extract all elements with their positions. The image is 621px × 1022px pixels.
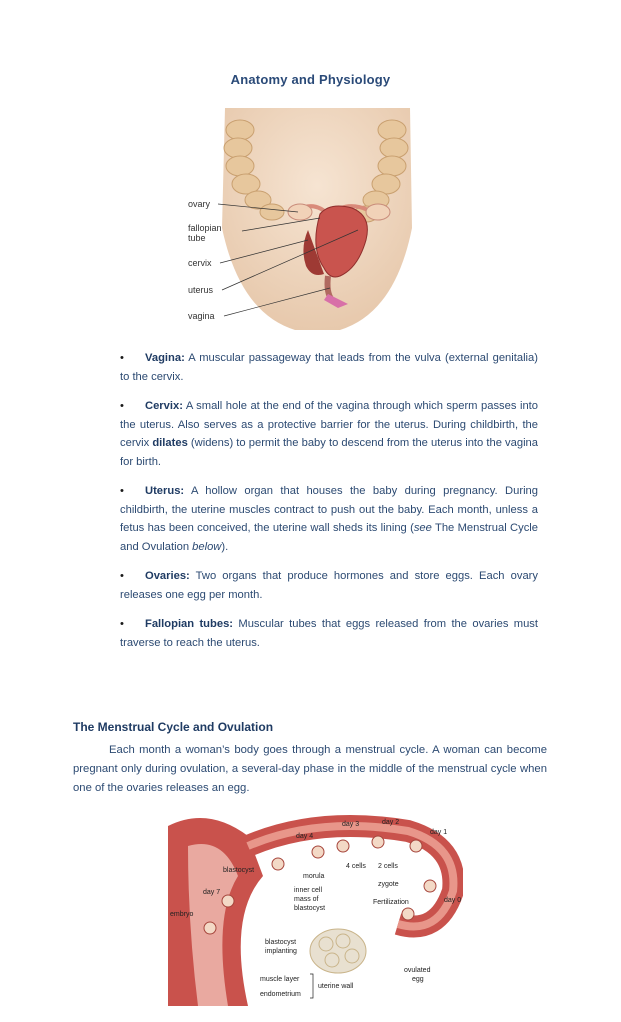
label-ovulated-2: egg — [412, 976, 424, 983]
label-4cells: 4 cells — [346, 863, 366, 870]
label-ovulated-1: ovulated — [404, 967, 431, 974]
label-cervix: cervix — [188, 258, 212, 268]
fertilization-figure — [168, 806, 463, 1006]
label-inner-2: mass of — [294, 896, 319, 903]
ovary-left-shape — [288, 204, 312, 220]
label-day7: day 7 — [203, 889, 221, 896]
label-day2: day 2 — [382, 819, 400, 826]
bullet-ovaries: • Ovaries: Two organs that produce hormones and store eggs. Each ovary releases one egg per month. — [120, 570, 538, 601]
label-inner-3: blastocyst — [294, 905, 326, 912]
organ-bullet-list — [120, 349, 538, 663]
label-day4: day 4 — [296, 833, 314, 840]
label-embryo: embryo — [170, 911, 194, 918]
anatomy-figure — [180, 108, 455, 330]
bullet-vagina: • Vagina: A muscular passageway that leads from the vulva (external genitalia) to the cervix. — [120, 352, 538, 383]
label-day3: day 3 — [342, 821, 360, 828]
label-fallopian: fallopian — [188, 223, 222, 233]
label-endometrium: endometrium — [260, 991, 301, 998]
label-ovary: ovary — [188, 199, 211, 209]
label-zygote: zygote — [378, 881, 399, 888]
label-inner-1: inner cell — [294, 887, 323, 894]
label-vagina: vagina — [188, 311, 215, 321]
section-title: The Menstrual Cycle and Ovulation — [73, 720, 274, 734]
label-implant-1: blastocyst — [265, 939, 297, 946]
label-uterine-wall: uterine wall — [318, 983, 354, 990]
section-paragraph: Each month a woman’s body goes through a menstrual cycle. A woman can become pregnant only during ovulation, a several-day phase in the middle of the menstrual cycle when one of the ovaries releases an egg. — [73, 744, 547, 794]
label-muscle-layer: muscle layer — [260, 976, 300, 983]
ovary-shape — [310, 929, 366, 973]
bullet-cervix: • Cervix: A small hole at the end of the vagina through which sperm passes into the uterus. Also serves as a protective barrier for the uterus. During childbirth, the cervix dilates (widens) to permit the baby to descend from the uterus into the vagina for birth. — [120, 400, 538, 468]
label-morula: morula — [303, 873, 325, 880]
ovary-right-shape — [366, 204, 390, 220]
label-day1: day 1 — [430, 829, 448, 836]
label-uterus: uterus — [188, 285, 214, 295]
label-blastocyst: blastocyst — [223, 867, 255, 874]
page-title: Anatomy and Physiology — [230, 72, 391, 87]
label-day0: day 0 — [444, 897, 462, 904]
label-2cells: 2 cells — [378, 863, 398, 870]
label-implant-2: implanting — [265, 948, 297, 955]
label-tube: tube — [188, 233, 206, 243]
bullet-uterus: • Uterus: A hollow organ that houses the baby during pregnancy. During childbirth, the uterine muscles contract to push out the baby. Each month, unless a fetus has been conceived, the uterine wall sheds its lining (see The Menstrual Cycle and Ovulation below). — [120, 485, 538, 553]
bullet-fallopian-tubes: • Fallopian tubes: Muscular tubes that eggs released from the ovaries must traverse to reach the uterus. — [120, 618, 539, 649]
label-fertilization: Fertilization — [373, 899, 409, 906]
